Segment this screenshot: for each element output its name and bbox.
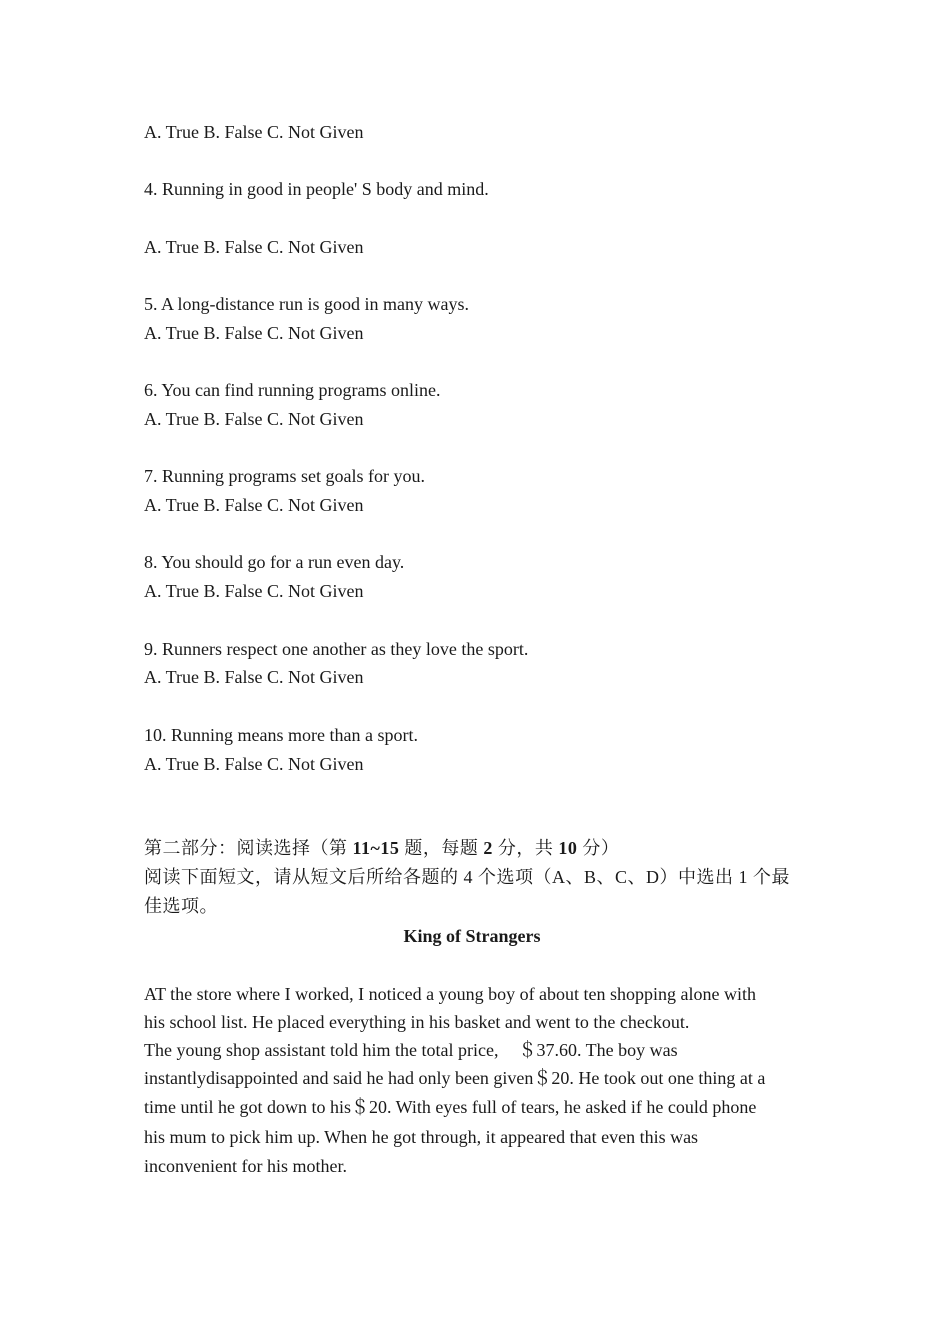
section2-heading-total: 10 bbox=[558, 838, 578, 858]
q5-stem: 5. A long-distance run is good in many ways. bbox=[144, 294, 469, 314]
passage-line: inconvenient for his mother. bbox=[144, 1156, 347, 1176]
q10-options: A. True B. False C. Not Given bbox=[144, 754, 364, 774]
passage-line: his mum to pick him up. When he got through, it appeared that even this was bbox=[144, 1127, 699, 1147]
section2-heading-points: 2 bbox=[483, 838, 493, 858]
passage-line bbox=[144, 1039, 678, 1061]
q7-stem: 7. Running programs set goals for you. bbox=[144, 466, 425, 486]
q9-stem: 9. Runners respect one another as they love the sport. bbox=[144, 639, 529, 659]
section2-heading-post: 分） bbox=[582, 838, 620, 858]
q4-options: A. True B. False C. Not Given bbox=[144, 237, 364, 257]
q9-options: A. True B. False C. Not Given bbox=[144, 667, 364, 687]
q6-options: A. True B. False C. Not Given bbox=[144, 409, 364, 429]
q10-stem: 10. Running means more than a sport. bbox=[144, 725, 418, 745]
passage-line: instantlydisappointed and said he had only been given＄20. He took out one thing at a bbox=[144, 1068, 766, 1088]
passage-line-part: The young shop assistant told him the total price, bbox=[144, 1040, 499, 1060]
passage-line: AT the store where I worked, I noticed a young boy of about ten shopping alone with bbox=[144, 984, 757, 1004]
q5-options: A. True B. False C. Not Given bbox=[144, 323, 364, 343]
section2-instruction-line1: 阅读下面短文，请从短文后所给各题的 4 个选项（A、B、C、D）中选出 1 个最 bbox=[144, 867, 791, 887]
q8-stem: 8. You should go for a run even day. bbox=[144, 552, 405, 572]
section2-heading-range: 11~15 bbox=[352, 838, 400, 858]
q7-options: A. True B. False C. Not Given bbox=[144, 495, 364, 515]
passage-line: time until he got down to his＄20. With eyes full of tears, he asked if he could phone bbox=[144, 1097, 757, 1117]
passage-title: King of Strangers bbox=[403, 926, 541, 946]
section2-heading-pre: 第二部分：阅读选择（第 bbox=[144, 838, 348, 858]
section2-heading-mid2: 分，共 bbox=[497, 838, 554, 858]
section2-instruction-line2: 佳选项。 bbox=[144, 896, 218, 916]
q8-options: A. True B. False C. Not Given bbox=[144, 581, 364, 601]
q3-options: A. True B. False C. Not Given bbox=[144, 122, 364, 142]
section2-heading-mid1: 题，每题 bbox=[404, 838, 479, 858]
section2-heading bbox=[144, 837, 619, 859]
q6-stem: 6. You can find running programs online. bbox=[144, 380, 441, 400]
passage-line: his school list. He placed everything in his basket and went to the checkout. bbox=[144, 1012, 690, 1032]
q4-stem: 4. Running in good in people' S body and mind. bbox=[144, 179, 489, 199]
passage-line-part: ＄37.60. The boy was bbox=[518, 1040, 678, 1060]
